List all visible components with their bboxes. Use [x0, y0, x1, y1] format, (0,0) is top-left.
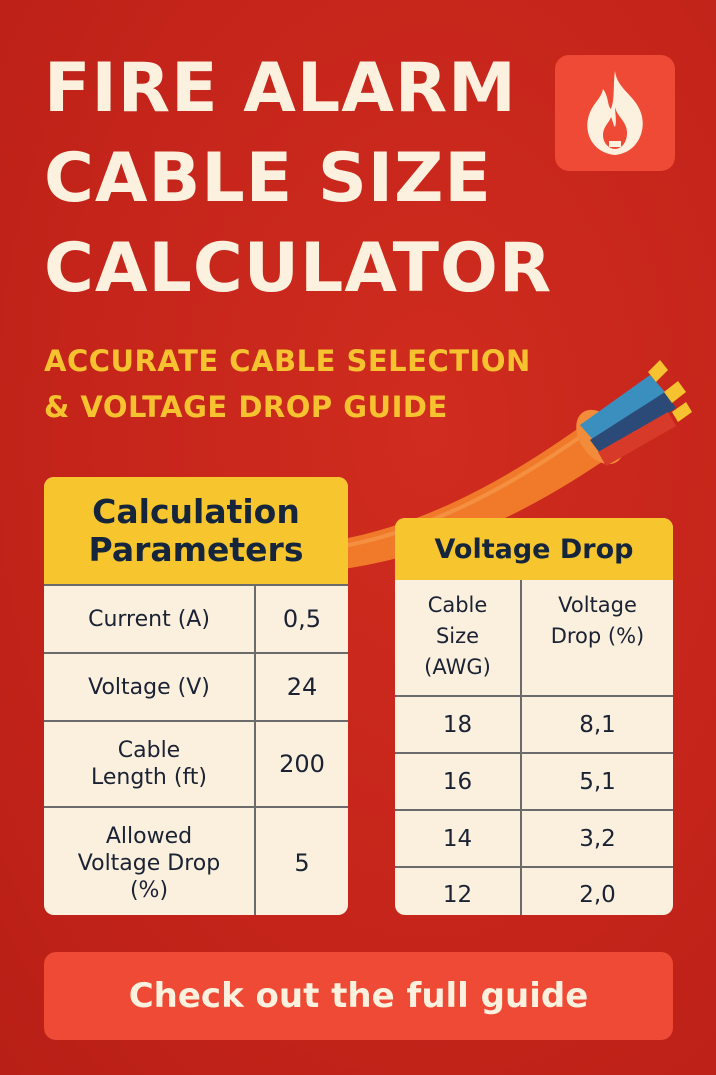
parameters-header-line-1: Calculation [92, 491, 300, 531]
subtitle-line-2: & VOLTAGE DROP GUIDE [44, 390, 448, 424]
voltage-drop-cell: 5,1 [521, 753, 673, 810]
page-title [44, 44, 564, 314]
param-value-voltage: 24 [255, 653, 348, 721]
param-label-voltage-text: Voltage (V) [88, 674, 210, 700]
param-row-current [44, 585, 348, 653]
full-guide-button[interactable]: Check out the full guide [44, 952, 673, 1040]
calculation-parameters-card [44, 477, 348, 915]
param-label-allowed-drop-line-2: Voltage Drop [77, 850, 221, 876]
cable-size-cell: 12 [395, 867, 521, 915]
table-row [395, 810, 673, 867]
table-row [395, 753, 673, 810]
column-header-voltage-drop-line-1: Voltage [558, 593, 637, 617]
voltage-drop-header: Voltage Drop [395, 518, 673, 580]
param-label-allowed-drop [44, 807, 255, 915]
param-label-current-text: Current (A) [88, 606, 210, 632]
param-label-current [44, 585, 255, 653]
param-value-current: 0,5 [255, 585, 348, 653]
cable-size-cell: 18 [395, 696, 521, 753]
param-label-allowed-drop-line-3: (%) [129, 877, 169, 903]
subtitle-line-1: ACCURATE CABLE SELECTION [44, 344, 531, 378]
column-header-cable-size-line-3: (AWG) [424, 655, 491, 679]
flame-icon [555, 55, 675, 171]
param-label-cable-length-line-1: Cable [117, 738, 181, 763]
cable-size-cell: 14 [395, 810, 521, 867]
voltage-drop-column-headers [395, 580, 673, 696]
logo-badge [555, 55, 675, 171]
param-label-voltage [44, 653, 255, 721]
voltage-drop-cell: 3,2 [521, 810, 673, 867]
title-line-3: CALCULATOR [44, 229, 553, 308]
column-header-cable-size-line-2: Size [435, 624, 480, 648]
column-header-cable-size-line-1: Cable [427, 593, 488, 617]
voltage-drop-card [395, 518, 673, 915]
param-value-allowed-drop: 5 [255, 807, 348, 915]
table-row [395, 867, 673, 915]
column-header-voltage-drop-line-2: Drop (%) [550, 624, 645, 648]
column-header-cable-size [395, 580, 521, 696]
table-row [395, 696, 673, 753]
param-row-allowed-drop [44, 807, 348, 915]
subtitle [44, 338, 604, 430]
param-label-cable-length-line-2: Length (ft) [90, 765, 208, 790]
column-header-voltage-drop [521, 580, 673, 696]
title-line-2: CABLE SIZE [44, 139, 492, 218]
param-row-cable-length [44, 721, 348, 807]
param-value-cable-length: 200 [255, 721, 348, 807]
param-row-voltage [44, 653, 348, 721]
param-label-allowed-drop-line-1: Allowed [105, 823, 193, 849]
parameters-header-line-2: Parameters [88, 529, 304, 569]
param-label-cable-length [44, 721, 255, 807]
parameters-table [44, 584, 348, 915]
parameters-header [44, 477, 348, 584]
voltage-drop-cell: 2,0 [521, 867, 673, 915]
voltage-drop-table [395, 580, 673, 915]
title-line-1: FIRE ALARM [44, 49, 517, 128]
voltage-drop-cell: 8,1 [521, 696, 673, 753]
cable-size-cell: 16 [395, 753, 521, 810]
